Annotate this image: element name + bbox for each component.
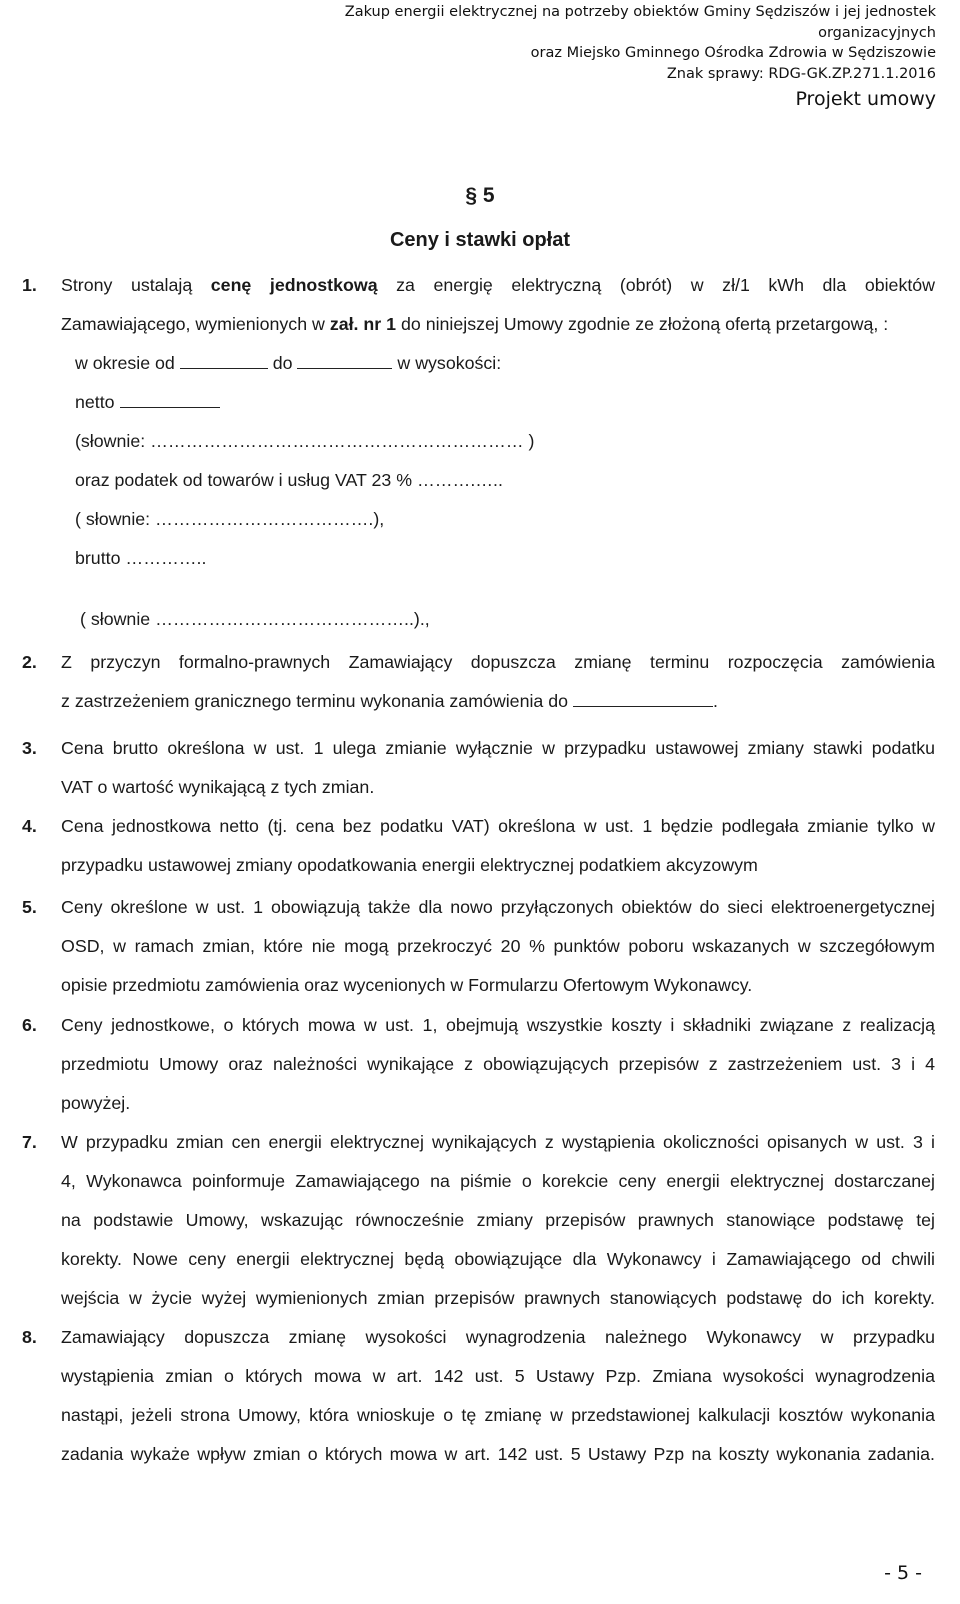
blank-date-to: [297, 354, 392, 369]
header-line-2: oraz Miejsko Gminnego Ośrodka Zdrowia w Sędziszowie: [530, 45, 936, 61]
item-4-line-2: przypadku ustawowej zmiany opodatkowania energii elektrycznej podatkiem akcyzowym: [61, 855, 758, 875]
blank-netto: [120, 393, 220, 408]
header-line-3: Znak sprawy: RDG-GK.ZP.271.1.2016: [666, 65, 936, 82]
form-netto: netto: [75, 383, 220, 422]
item-7: W przypadku zmian cen energii elektrycznej wynikających z wystąpienia okoliczności opisanych w ust. 3 i 4, Wykonawca poinformuje Zamawiającego na piśmie o korekcie ceny energii elektrycznej dostarczanej na podstawie Umowy, wskazując równocześnie zmiany przepisów prawnych stanowiące podstawę tej korekty. Nowe ceny energii elektrycznej będą obowiązujące dla Wykonawcy i Zamawiającego od chwili wejścia w życie wyżej wymienionych zmian przepisów prawnych stanowiących podstawę do ich korekty.: [61, 1132, 935, 1308]
form-slownie-3: ( słownie ……………………………………..).,: [80, 609, 430, 629]
item-number-7: 7.: [22, 1132, 37, 1152]
blank-date-from: [180, 354, 268, 369]
form-period: w okresie od do w wysokości:: [75, 353, 502, 373]
item-5-line-3: opisie przedmiotu zamówienia oraz wycenionych w Formularzu Ofertowym Wykonawcy.: [61, 975, 753, 995]
item-1-line-2: Zamawiającego, wymienionych w zał. nr 1 do niniejszej Umowy zgodnie ze złożoną ofertą przetargową, :: [61, 314, 889, 334]
blank-deadline: [573, 692, 713, 707]
item-number-8: 8.: [22, 1327, 37, 1347]
form-vat: oraz podatek od towarów i usług VAT 23 % ……….…..: [75, 470, 503, 490]
form-brutto: brutto …………..: [75, 548, 207, 568]
section-number: § 5: [465, 184, 495, 207]
item-2-line-2: z zastrzeżeniem granicznego terminu wykonania zamówienia do .: [61, 691, 718, 711]
item-3-line-2: VAT o wartość wynikającą z tych zmian.: [61, 777, 375, 797]
document-header: [236, 2, 936, 84]
document-type: Projekt umowy: [795, 88, 936, 110]
item-1: [61, 266, 935, 305]
page-number: - 5 -: [884, 1562, 922, 1584]
item-4: Cena jednostkowa netto (tj. cena bez podatku VAT) określona w ust. 1 będzie podlegała zmianie tylko w: [61, 816, 935, 836]
header-line-1: Zakup energii elektrycznej na potrzeby obiektów Gminy Sędziszów i jej jednostek organizacyjnych: [344, 4, 936, 41]
item-2: Z przyczyn formalno-prawnych Zamawiający dopuszcza zmianę terminu rozpoczęcia zamówienia: [61, 652, 935, 672]
form-slownie-1: (słownie: ……………………………………………………… ): [75, 431, 535, 451]
section-title: Ceny i stawki opłat: [389, 229, 571, 251]
item-6-line-3: powyżej.: [61, 1093, 131, 1113]
item-number-4: 4.: [22, 816, 37, 836]
item-5: Ceny określone w ust. 1 obowiązują także dla nowo przyłączonych obiektów do sieci elektroenergetycznej OSD, w ramach zmian, które nie mogą przekroczyć 20 % punktów poboru wskazanych w szczegółowym: [61, 897, 935, 956]
item-number-1: 1.: [22, 275, 37, 295]
item-number-3: 3.: [22, 738, 37, 758]
item-6: Ceny jednostkowe, o których mowa w ust. 1, obejmują wszystkie koszty i składniki związane z realizacją przedmiotu Umowy oraz należności wynikające z obowiązujących przepisów z zastrzeżeniem ust. 3 i 4: [61, 1015, 935, 1074]
item-8: Zamawiający dopuszcza zmianę wysokości wynagrodzenia należnego Wykonawcy w przypadku wystąpienia zmian o których mowa w art. 142 ust. 5 Ustawy Pzp. Zmiana wysokości wynagrodzenia nastąpi, jeżeli strona Umowy, która wnioskuje o tę zmianę w przedstawionej kalkulacji kosztów wykonania zadania wykaże wpływ zmian o których mowa w art. 142 ust. 5 Ustawy Pzp na koszty wykonania zadania.: [61, 1327, 935, 1464]
form-slownie-2: ( słownie: ……………………………….),: [75, 509, 385, 529]
item-number-2: 2.: [22, 652, 37, 672]
item-number-5: 5.: [22, 897, 37, 917]
item-3: Cena brutto określona w ust. 1 ulega zmianie wyłącznie w przypadku ustawowej zmiany stawki podatku: [61, 738, 935, 758]
item-1-line-1: Strony ustalają cenę jednostkową za energię elektryczną (obrót) w zł/1 kWh dla obiektów: [61, 275, 936, 295]
item-number-6: 6.: [22, 1015, 37, 1035]
